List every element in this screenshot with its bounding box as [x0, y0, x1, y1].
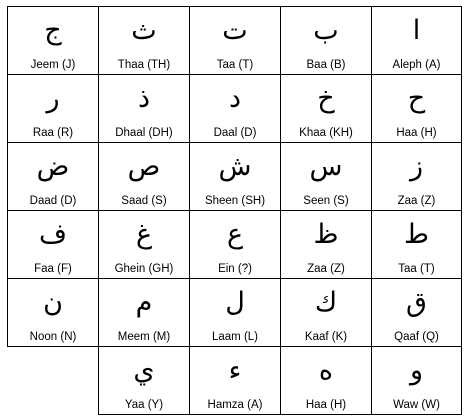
letter-name-label: Seen (S): [303, 195, 349, 207]
arabic-letter-glyph: ن: [43, 287, 63, 318]
letter-cell: [280, 278, 372, 347]
letter-cell: [280, 142, 372, 211]
letter-cell: [371, 6, 462, 75]
arabic-letter-glyph: ا: [412, 15, 421, 46]
arabic-letter-glyph: ح: [407, 83, 426, 114]
arabic-letter-glyph: ط: [404, 219, 429, 250]
letter-name-label: Baa (B): [306, 59, 346, 71]
letter-name-label: Daal (D): [213, 127, 257, 139]
letter-cell: [189, 278, 281, 347]
arabic-letter-glyph: غ: [135, 219, 153, 250]
letter-name-label: Zaa (Z): [397, 195, 436, 207]
letter-name-label: Daad (D): [29, 195, 77, 207]
arabic-letter-glyph: ف: [39, 219, 67, 250]
letter-cell: [98, 278, 190, 347]
letter-name-label: Yaa (Y): [124, 399, 164, 411]
letter-name-label: Khaa (KH): [299, 127, 353, 139]
letter-cell: [98, 210, 190, 279]
arabic-letter-glyph: ص: [127, 151, 161, 182]
arabic-letter-glyph: ش: [218, 151, 252, 182]
arabic-letter-glyph: د: [228, 83, 242, 114]
arabic-letter-glyph: م: [135, 287, 153, 318]
letter-name-label: Zaa (Z): [307, 263, 345, 275]
letter-cell: [7, 210, 99, 279]
letter-name-label: Haa (H): [396, 127, 437, 139]
arabic-letter-glyph: ق: [406, 287, 427, 318]
arabic-letter-glyph: ه: [318, 355, 334, 386]
letter-cell: [280, 6, 372, 75]
letter-cell: [189, 6, 281, 75]
letter-name-label: Thaa (TH): [117, 59, 171, 71]
letter-cell: [189, 74, 281, 143]
letter-name-label: Jeem (J): [30, 59, 76, 71]
letter-cell: [7, 74, 99, 143]
arabic-letter-glyph: ء: [228, 355, 242, 386]
letter-cell: [98, 142, 190, 211]
arabic-letter-glyph: ث: [131, 15, 157, 46]
letter-name-label: Noon (N): [29, 331, 77, 343]
letter-cell: [371, 346, 462, 415]
letter-name-label: Qaaf (Q): [394, 331, 439, 343]
arabic-letter-glyph: ر: [46, 83, 60, 114]
arabic-letter-glyph: و: [409, 355, 424, 386]
arabic-letter-glyph: ب: [313, 15, 339, 46]
letter-cell: [371, 74, 462, 143]
letter-cell: [7, 142, 99, 211]
letter-cell: [98, 74, 190, 143]
letter-cell: [7, 6, 99, 75]
arabic-letter-glyph: ذ: [137, 83, 151, 114]
letter-name-label: Waw (W): [393, 399, 440, 411]
letter-name-label: Aleph (A): [392, 59, 441, 71]
letter-name-label: Kaaf (K): [304, 331, 348, 343]
arabic-letter-glyph: ز: [409, 151, 424, 182]
letter-cell: [189, 346, 281, 415]
letter-name-label: Taa (T): [216, 59, 254, 71]
letter-cell: [371, 210, 462, 279]
letter-name-label: Haa (H): [305, 399, 347, 411]
arabic-letter-glyph: ت: [222, 15, 248, 46]
arabic-letter-glyph: ي: [133, 355, 155, 386]
arabic-letter-glyph: خ: [317, 83, 335, 114]
letter-name-label: Ghein (GH): [114, 263, 174, 275]
letter-cell: [280, 210, 372, 279]
letter-name-label: Dhaal (DH): [115, 127, 173, 139]
letter-cell: [371, 142, 462, 211]
letter-name-label: Laam (L): [211, 331, 259, 343]
arabic-letter-glyph: ظ: [313, 219, 339, 250]
letter-cell: [189, 210, 281, 279]
letter-name-label: Raa (R): [32, 127, 74, 139]
arabic-letter-glyph: ع: [226, 219, 244, 250]
letter-cell: [189, 142, 281, 211]
arabic-letter-glyph: ج: [44, 15, 62, 46]
letter-cell: [7, 278, 99, 347]
letter-cell: [280, 346, 372, 415]
arabic-letter-glyph: ض: [36, 151, 70, 182]
arabic-letter-glyph: س: [309, 151, 343, 182]
arabic-alphabet-table: [7, 6, 461, 415]
arabic-letter-glyph: ك: [314, 287, 338, 318]
letter-name-label: Ein (?): [218, 263, 252, 275]
letter-name-label: Taa (T): [398, 263, 435, 275]
letter-name-label: Saad (S): [121, 195, 167, 207]
letter-cell: [98, 6, 190, 75]
arabic-letter-glyph: ل: [225, 287, 245, 318]
letter-name-label: Meem (M): [117, 331, 171, 343]
letter-cell: [371, 278, 462, 347]
letter-name-label: Sheen (SH): [204, 195, 266, 207]
letter-cell: [98, 346, 190, 415]
letter-name-label: Hamza (A): [207, 399, 263, 411]
letter-cell: [280, 74, 372, 143]
letter-name-label: Faa (F): [34, 263, 72, 275]
